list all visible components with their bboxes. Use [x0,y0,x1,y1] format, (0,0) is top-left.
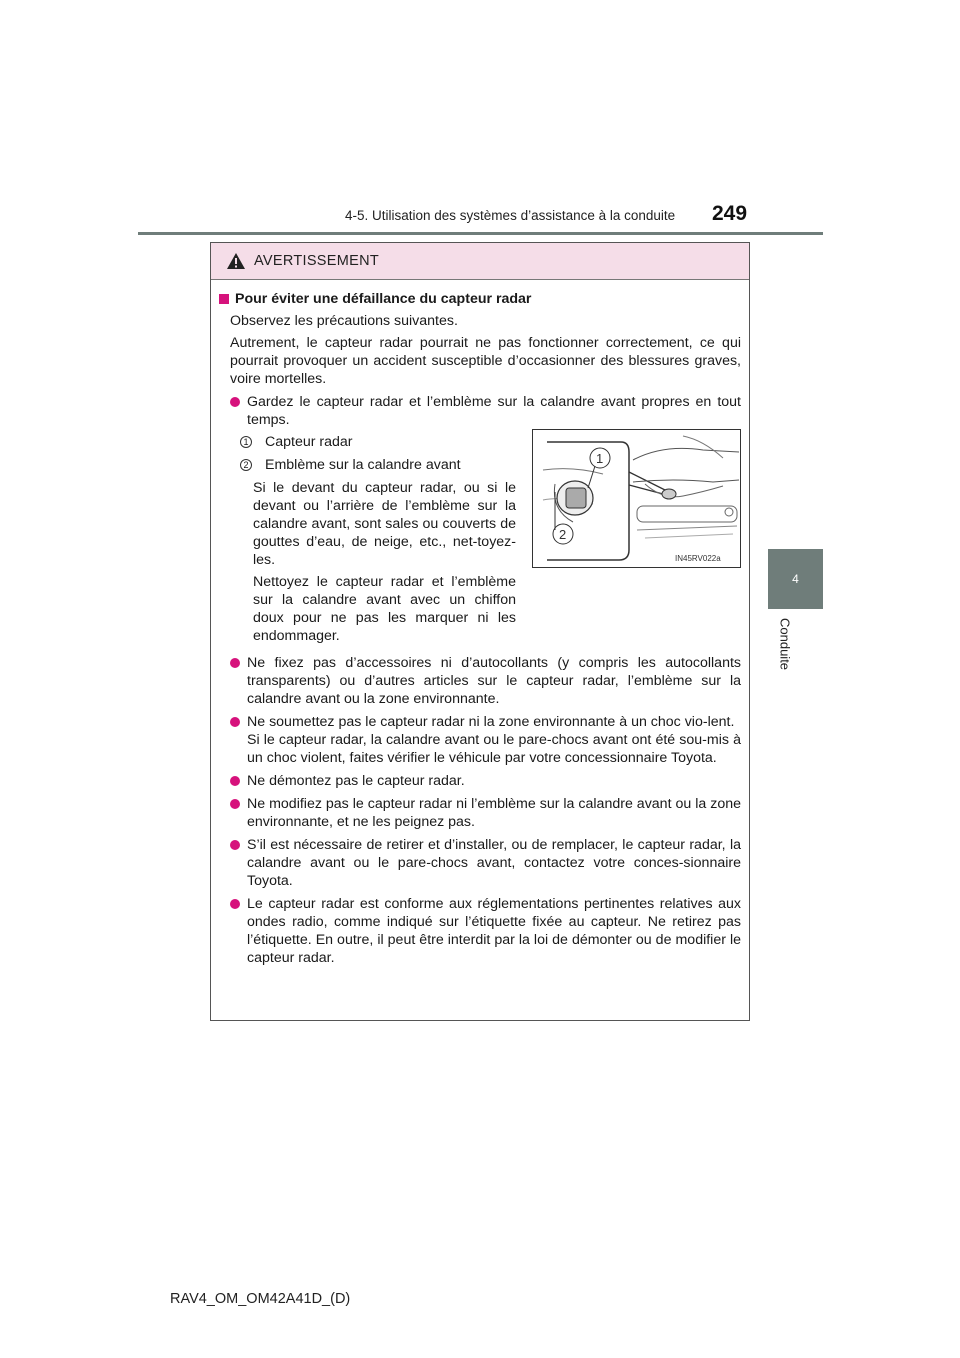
car-front-drawing [533,430,740,567]
legend-item [240,456,516,474]
bullet-text: Ne démontez pas le capteur radar. [247,773,465,789]
figure-text [240,433,516,645]
list-item [230,713,741,767]
chapter-side-label-text: Conduite [777,618,793,671]
bullet-text: Le capteur radar est conforme aux réglementations pertinentes relatives aux ondes radio, comme indiqué sur l’étiquette fixée au capteur. Ne retirez pas l’étiquette. En outre, il peut être interdit par la loi de démonter ou de modifier le capteur radar. [247,896,741,966]
svg-text:1: 1 [596,451,604,466]
list-item [230,393,741,429]
warning-header [211,243,749,280]
bullet-text: Gardez le capteur radar et l’emblème sur la calandre avant propres en tout temps. [247,394,741,428]
chapter-tab[interactable] [768,549,823,609]
section-title [219,290,741,308]
bullet-dot-icon [230,799,240,809]
legend-label: Capteur radar [265,434,353,450]
legend-number: 2 [240,459,252,471]
list-item [230,795,741,831]
figure-area [219,433,741,649]
svg-text:2: 2 [559,527,567,542]
bullet-dot-icon [230,776,240,786]
legend-number: 1 [240,436,252,448]
bullet-text: Ne modifiez pas le capteur radar ni l’emblème sur la calandre avant ou la zone environnante, et ne les peignez pas. [247,796,741,830]
figure-paragraph-1: Si le devant du capteur radar, ou si le devant ou l’arrière de l’emblème sur la calandre avant, sont sales ou couverts de gouttes d’eau, de neige, etc., net-toyez-les. [253,480,516,568]
bullet-dot-icon [230,840,240,850]
legend-item [240,433,516,451]
warning-body [211,280,749,967]
list-item [230,772,741,790]
bullet-text: S’il est nécessaire de retirer et d’installer, ou de remplacer, le capteur radar, la calandre avant ou le pare-chocs avant, contactez votre conces-sionnaire Toyota. [247,837,741,889]
bullet-text [247,713,741,767]
warning-box [210,242,750,1021]
bullet-text-part-2: Si le capteur radar, la calandre avant ou le pare-chocs avant ont été sou-mis à un choc violent, faites vérifier le véhicule par votre concessionnaire Toyota. [247,732,741,766]
bullet-dot-icon [230,899,240,909]
list-item [230,836,741,890]
bullet-dot-icon [230,658,240,668]
chapter-title: 4-5. Utilisation des systèmes d’assistance à la conduite [345,208,676,223]
document-id: RAV4_OM_OM42A41D_(D) [170,1291,351,1307]
header-rule [138,232,823,235]
warning-title: AVERTISSEMENT [254,253,380,269]
figure-code: IN45RV022a [675,554,721,563]
warning-triangle-icon [226,252,246,270]
bullet-text-part-1: Ne soumettez pas le capteur radar ni la zone environnante à un choc vio-lent. [247,714,735,730]
chapter-tab-number: 4 [792,572,799,586]
bullet-dot-icon [230,397,240,407]
list-item [230,654,741,708]
intro-paragraph-1: Observez les précautions suivantes. [230,313,458,329]
square-bullet-icon [219,294,229,304]
intro-paragraph-2: Autrement, le capteur radar pourrait ne pas fonctionner correctement, ce qui pourrait provoquer un accident susceptible d’occasionner des blessures graves, voire mortelles. [230,335,741,387]
chapter-side-label [765,618,805,698]
figure-paragraph-2: Nettoyez le capteur radar et l’emblème sur la calandre avant avec un chiffon doux pour ne pas les marquer ni les endommager. [253,574,516,644]
legend-label: Emblème sur la calandre avant [265,457,461,473]
page-number: 249 [712,202,748,225]
radar-sensor-illustration [532,429,741,568]
section-title-text: Pour éviter une défaillance du capteur radar [235,291,532,307]
bullet-text: Ne fixez pas d’accessoires ni d’autocollants (y compris les autocollants transparents) ou d’autres articles sur le capteur radar, l’emblème sur la calandre avant ou la zone environnante. [247,655,741,707]
list-item [230,895,741,967]
bullet-dot-icon [230,717,240,727]
